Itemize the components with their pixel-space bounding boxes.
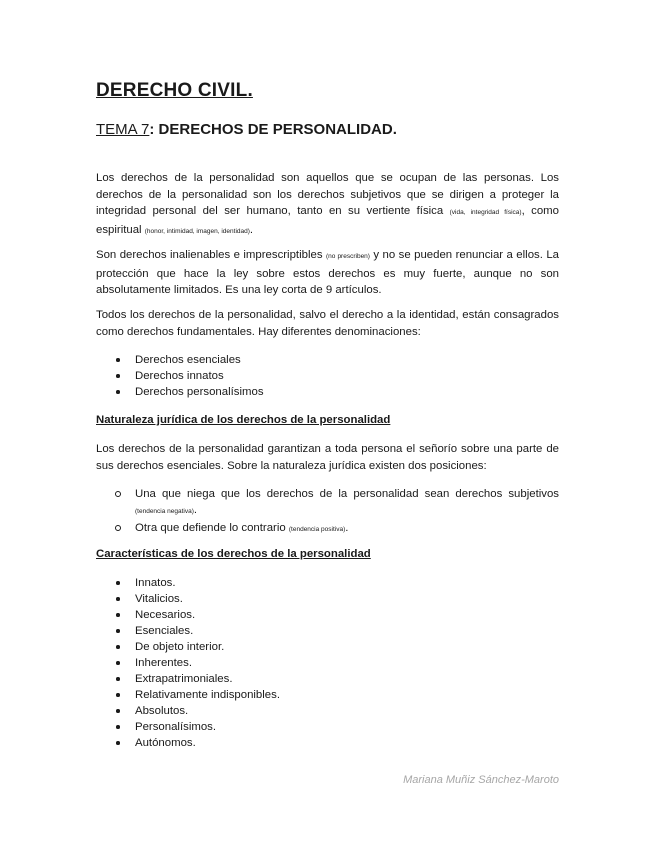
positions-list <box>96 486 559 538</box>
paragraph-text: Son derechos inalienables e imprescriptibles <box>96 249 326 261</box>
section-heading-nature: Naturaleza jurídica de los derechos de la personalidad <box>96 414 391 426</box>
page-footer-author: Mariana Muñiz Sánchez-Maroto <box>403 774 559 786</box>
topic-number: TEMA 7 <box>96 121 150 138</box>
paragraph-text: Los derechos de la personalidad son aquellos que se ocupan de las personas. Los derechos de la personalidad son los derechos subjetivos que se dirigen a proteger la integridad personal del ser humano, tanto en su vertiente física <box>96 172 559 217</box>
section-heading-features: Características de los derechos de la personalidad <box>96 548 371 560</box>
list-item: Personalísimos. <box>96 719 559 735</box>
inline-note: (vida, integridad física) <box>449 209 522 216</box>
features-list <box>96 575 559 751</box>
inline-note: (honor, intimidad, imagen, identidad) <box>144 227 250 235</box>
list-item <box>96 520 559 538</box>
list-item: Esenciales. <box>96 623 559 639</box>
inline-note: (tendencia positiva) <box>288 526 346 533</box>
topic-title: DERECHOS DE PERSONALIDAD. <box>154 121 397 138</box>
list-item: Inherentes. <box>96 655 559 671</box>
list-item-text: Una que niega que los derechos de la personalidad sean derechos subjetivos <box>135 488 559 500</box>
list-item: De objeto interior. <box>96 639 559 655</box>
list-item-text: . <box>345 522 349 534</box>
topic-colon: : <box>149 121 155 138</box>
list-item: Innatos. <box>96 575 559 591</box>
topic-heading <box>96 121 559 138</box>
list-item: Derechos personalísimos <box>96 384 559 400</box>
paragraph-characteristics <box>96 247 559 299</box>
paragraph-text: y no se pueden renunciar a ellos. La protección que hace la ley sobre estos derechos es muy fuerte, aunque no son absolutamente limitados. Es una ley corta de 9 artículos. <box>96 249 559 296</box>
paragraph-nature: Los derechos de la personalidad garantizan a toda persona el señorío sobre una parte de sus derechos esenciales. Sobre la naturaleza jurídica existen dos posiciones: <box>96 443 559 472</box>
document-title: DERECHO CIVIL. <box>96 80 253 101</box>
list-item: Necesarios. <box>96 607 559 623</box>
denominations-list <box>96 352 559 400</box>
list-item: Vitalicios. <box>96 591 559 607</box>
inline-note: (no prescriben) <box>325 253 370 260</box>
list-item <box>96 486 559 520</box>
list-item: Extrapatrimoniales. <box>96 671 559 687</box>
paragraph-fundamental: Todos los derechos de la personalidad, salvo el derecho a la identidad, están consagrados como derechos fundamentales. Hay diferentes denominaciones: <box>96 309 559 338</box>
list-item: Absolutos. <box>96 703 559 719</box>
list-item: Derechos esenciales <box>96 352 559 368</box>
list-item-text: . <box>193 504 198 516</box>
list-item-text: Otra que defiende lo contrario <box>135 522 289 534</box>
list-item: Relativamente indisponibles. <box>96 687 559 703</box>
list-item: Derechos innatos <box>96 368 559 384</box>
paragraph-text: , como espiritual <box>96 205 560 236</box>
paragraph-text: . <box>249 223 254 236</box>
paragraph-definition <box>96 170 559 240</box>
inline-note: (tendencia negativa) <box>135 508 194 515</box>
list-item: Autónomos. <box>96 735 559 751</box>
